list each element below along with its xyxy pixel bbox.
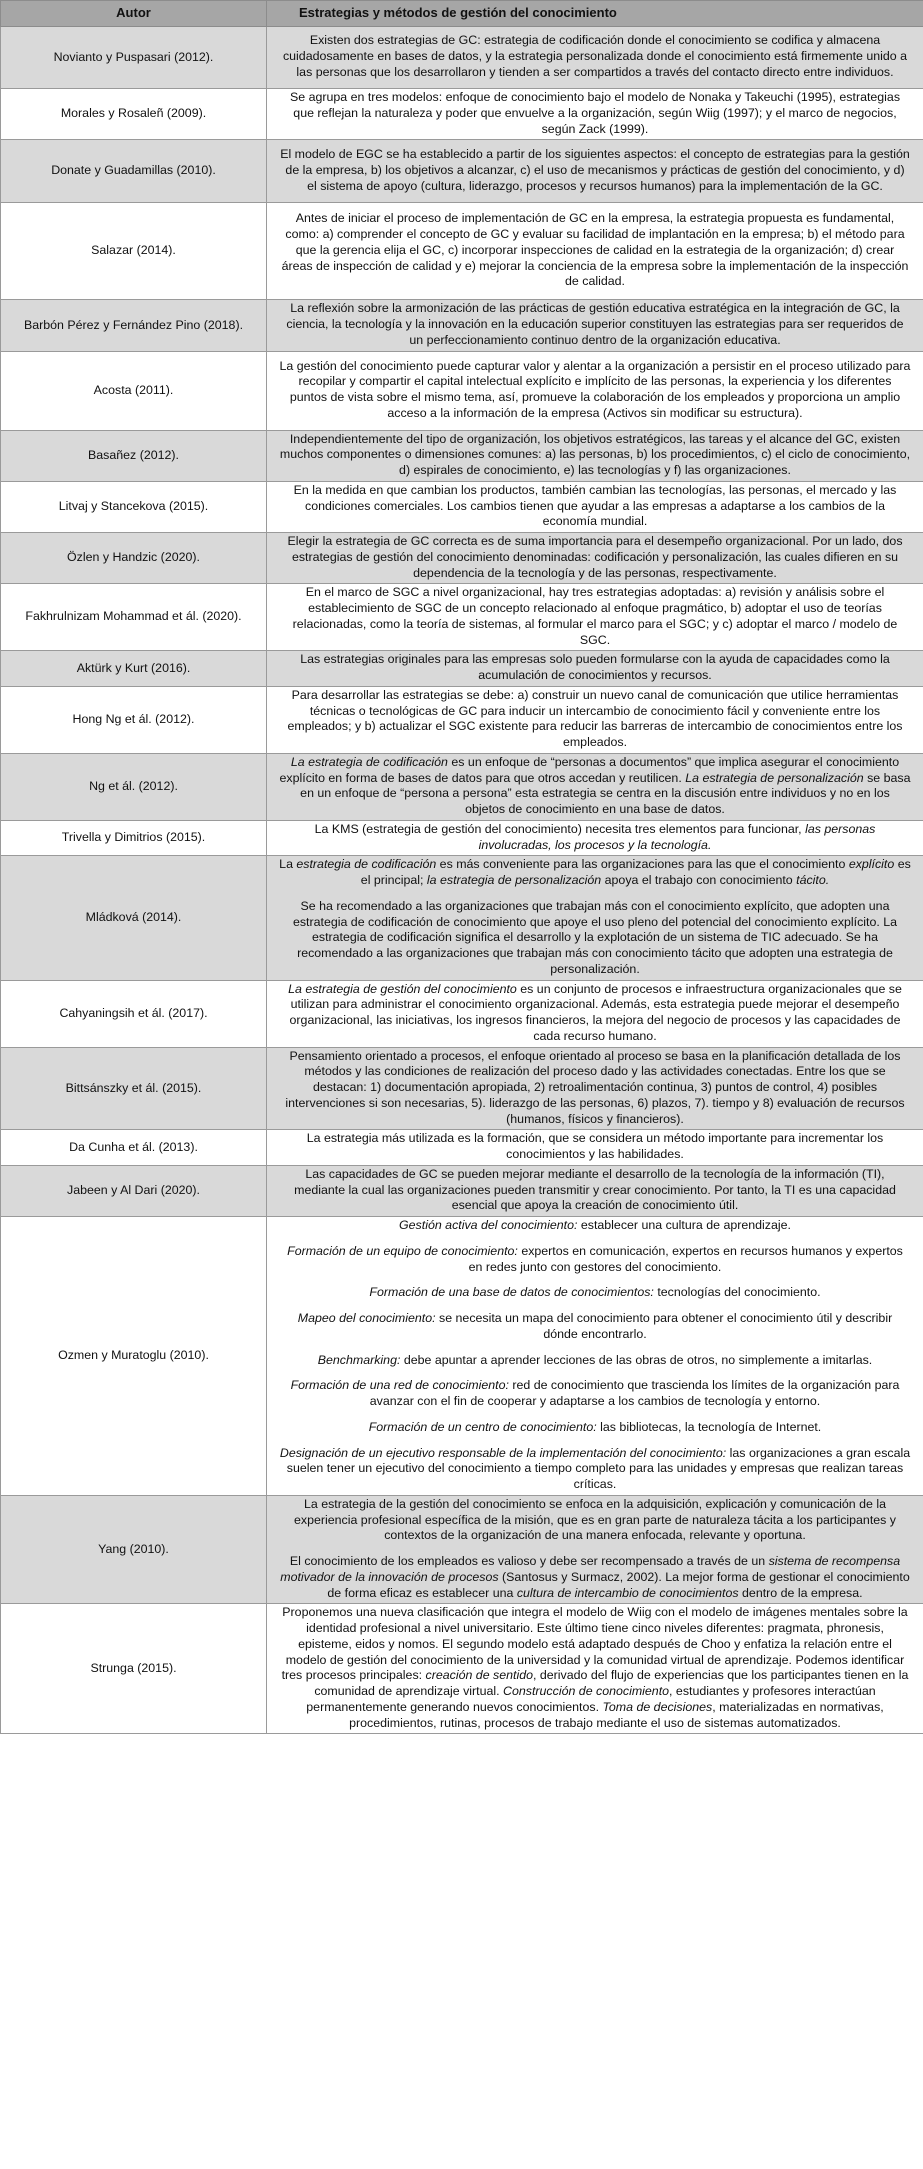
strategy-cell — [267, 1604, 923, 1734]
table-row — [1, 430, 923, 481]
body-text: En el marco de SGC a nivel organizacional, hay tres estrategias adoptadas: a) revisión y análisis sobre el establecimiento de SGC de un concepto relacionado al enfoque pragmático, b) adoptar el uso de teorías relacionadas, como la teoría de sistemas, al formular el marco para el SGC; y c) adoptar el marco / modelo de SGC. — [292, 585, 898, 647]
strategy-cell — [267, 481, 923, 532]
table-row — [1, 1495, 923, 1604]
author-cell: Mládková (2014). — [1, 856, 267, 980]
author-cell: Litvaj y Stancekova (2015). — [1, 481, 267, 532]
strategy-paragraph — [279, 822, 911, 854]
emphasis-text: La estrategia de codificación — [290, 754, 448, 769]
strategy-paragraph — [279, 1311, 911, 1343]
body-text: , derivado del flujo de experiencias que los participantes tienen en la comunidad de aprendizaje virtual. — [314, 1668, 909, 1698]
strategy-cell — [267, 1165, 923, 1216]
body-text: Existen dos estrategias de GC: estrategia de codificación donde el conocimiento se codifica y almacena cuidadosamente en bases de datos, y la estrategia personalizada donde el conocimiento está firmemente unido a las personas que los desarrollaron y tienden a ser compartidos a través del contacto directo entre individuos. — [282, 33, 908, 79]
body-text: dentro de la empresa. — [738, 1585, 863, 1600]
emphasis-text: Formación de un equipo de conocimiento: — [287, 1243, 518, 1258]
table-row — [1, 27, 923, 89]
strategy-paragraph — [279, 33, 911, 80]
body-text: La gestión del conocimiento puede capturar valor y alentar a la organización a persistir en el proceso utilizado para recopilar y compartir el capital intelectual explícito e implícito de las personas, la experiencia y los diferentes puntos de vista sobre el mismo tema, así, promueve la colaboración de los empleados y proporciona un amplio acceso a la información de la empresa (Activos sin modificar su estructura). — [279, 358, 911, 420]
strategy-cell — [267, 686, 923, 753]
strategy-paragraph — [279, 1218, 911, 1234]
strategy-cell — [267, 1495, 923, 1604]
strategy-cell — [267, 533, 923, 584]
strategy-paragraph — [279, 301, 911, 348]
strategy-cell — [267, 980, 923, 1047]
strategy-cell — [267, 1130, 923, 1166]
body-text: es el principal; — [360, 857, 911, 887]
strategy-paragraph — [279, 1167, 911, 1214]
author-cell: Özlen y Handzic (2020). — [1, 533, 267, 584]
strategy-cell — [267, 203, 923, 300]
author-cell: Novianto y Puspasari (2012). — [1, 27, 267, 89]
body-text: las organizaciones a gran escala suelen tener un ejecutivo del conocimiento a tiempo completo para las unidades y empresas que realizan tareas críticas. — [286, 1445, 911, 1491]
author-cell: Aktürk y Kurt (2016). — [1, 651, 267, 687]
table-row — [1, 980, 923, 1047]
emphasis-text: Benchmarking: — [317, 1352, 401, 1367]
table-row — [1, 351, 923, 430]
strategy-paragraph — [279, 432, 911, 479]
emphasis-text: Toma de decisiones — [602, 1699, 713, 1714]
table-row — [1, 1047, 923, 1130]
emphasis-text: Designación de un ejecutivo responsable de la implementación del conocimiento: — [279, 1445, 727, 1460]
body-text: La estrategia más utilizada es la formación, que se considera un método importante para incrementar los conocimientos y las habilidades. — [306, 1131, 884, 1161]
table-row — [1, 584, 923, 651]
strategy-paragraph — [279, 1244, 911, 1276]
strategy-paragraph — [279, 1049, 911, 1128]
strategy-paragraph — [279, 755, 911, 818]
strategy-cell — [267, 1047, 923, 1130]
table-header-row — [1, 1, 923, 27]
body-text: establecer una cultura de aprendizaje. — [577, 1218, 791, 1232]
strategy-cell — [267, 651, 923, 687]
body-text: Antes de iniciar el proceso de implementación de GC en la empresa, la estrategia propuesta es fundamental, como: a) comprender el concepto de GC y evaluar su facilidad de implantación en la empresa; b) el método para que la gerencia elija el GC, c) incorporar inspecciones de calidad en la estrategia de la organización; d) crear áreas de inspección de calidad y e) mejorar la conciencia de la empresa sobre la implementación de la inspección de calidad. — [281, 211, 909, 289]
strategy-cell — [267, 89, 923, 140]
body-text: El modelo de EGC se ha establecido a partir de los siguientes aspectos: el concepto de estrategias para la gestión de la empresa, b) los objetivos a alcanzar, c) el uso de mecanismos y prácticas de gestión del conocimiento, y d) el sistema de apoyo (cultura, liderazgo, procesos y recursos humanos) para la implementación de la GC. — [280, 147, 910, 193]
strategy-paragraph — [279, 1446, 911, 1493]
strategy-paragraph — [279, 1554, 911, 1601]
author-cell: Hong Ng et ál. (2012). — [1, 686, 267, 753]
body-text: El conocimiento de los empleados es valioso y debe ser recompensado a través de un — [289, 1554, 769, 1568]
strategy-paragraph — [279, 483, 911, 530]
emphasis-text: tácito. — [796, 873, 830, 887]
table-row — [1, 140, 923, 203]
table-row — [1, 1217, 923, 1496]
strategy-paragraph — [279, 359, 911, 422]
emphasis-text: Gestión activa del conocimiento: — [399, 1218, 578, 1232]
body-text: Elegir la estrategia de GC correcta es de suma importancia para el desempeño organizacional. Por un lado, dos estrategias de gestión del conocimiento denominadas: codificación y personalización, las cuales difieren en su dependencia de la tecnología y de las personas, respectivamente. — [287, 534, 903, 580]
body-text: Se ha recomendado a las organizaciones que trabajan más con el conocimiento explícito, que adopten una estrategia de codificación de conocimiento que apoye el uso pleno del potencial del conocimiento explícito. La estrategia de codificación significa el desarrollo y la explotación de un sistema de TIC adecuado. Se ha recomendado a las organizaciones que trabajan más con conocimiento tácito que adopten una estrategia de personalización. — [292, 898, 898, 976]
strategy-paragraph — [279, 857, 911, 889]
body-text: es más conveniente para las organizaciones para las que el conocimiento — [436, 857, 849, 872]
strategy-paragraph — [279, 585, 911, 648]
body-text: es un conjunto de procesos e infraestructura organizacionales que se utilizan para administrar el conocimiento organizacional. Además, esta estrategia puede mejorar el desempeño organizacional, las iniciativas, los ingresos financieros, la mejora del negocio de procesos y las capacidades de cada recurso humano. — [289, 981, 902, 1043]
strategy-paragraph — [279, 147, 911, 194]
emphasis-text: la estrategia de personalización — [426, 873, 602, 887]
author-cell: Jabeen y Al Dari (2020). — [1, 1165, 267, 1216]
body-text: tecnologías del conocimiento. — [653, 1285, 821, 1300]
body-text: La KMS (estrategia de gestión del conocimiento) necesita tres elementos para funcionar, — [314, 821, 806, 836]
author-cell: Strunga (2015). — [1, 1604, 267, 1734]
strategy-paragraph — [279, 899, 911, 978]
body-text: apoya el trabajo con conocimiento — [601, 873, 797, 887]
strategy-paragraph — [279, 1497, 911, 1544]
emphasis-text: Formación de una red de conocimiento: — [290, 1378, 509, 1393]
strategy-cell — [267, 27, 923, 89]
strategy-cell — [267, 820, 923, 856]
author-cell: Ozmen y Muratoglu (2010). — [1, 1217, 267, 1496]
body-text: debe apuntar a aprender lecciones de las obras de otros, no simplemente a imitarlas. — [400, 1352, 873, 1367]
body-text: se necesita un mapa del conocimiento para obtener el conocimiento útil y describir dónde encontrarlo. — [435, 1311, 893, 1341]
emphasis-text: Mapeo del conocimiento: — [297, 1311, 436, 1325]
strategy-paragraph — [279, 652, 911, 684]
column-header-author: Autor — [1, 1, 267, 27]
table-row — [1, 651, 923, 687]
body-text: La — [279, 857, 297, 872]
author-cell: Basañez (2012). — [1, 430, 267, 481]
table-row — [1, 1130, 923, 1166]
strategy-paragraph — [279, 688, 911, 751]
table-row — [1, 856, 923, 980]
emphasis-text: estrategia de codificación — [296, 857, 437, 872]
emphasis-text: Construcción de conocimiento — [503, 1684, 670, 1698]
emphasis-text: Formación de un centro de conocimiento: — [368, 1419, 597, 1434]
author-cell: Barbón Pérez y Fernández Pino (2018). — [1, 300, 267, 351]
author-cell: Donate y Guadamillas (2010). — [1, 140, 267, 203]
table-row — [1, 481, 923, 532]
strategy-paragraph — [279, 1131, 911, 1163]
author-cell: Cahyaningsih et ál. (2017). — [1, 980, 267, 1047]
body-text: es un enfoque de “personas a documentos” que implica asegurar el conocimiento explícito en forma de bases de datos para que otros accedan y reutilicen. — [279, 754, 900, 785]
body-text: , materializadas en normativas, procedimientos, rutinas, procesos de trabajo mediante el uso de sistemas automatizados. — [349, 1699, 884, 1730]
body-text: se basa en un enfoque de “persona a persona” esta estrategia se centra en la discusión entre individuos y no en los objetos de conocimiento en una base de datos. — [300, 770, 911, 816]
body-text: Pensamiento orientado a procesos, el enfoque orientado al proceso se basa en la planificación detallada de los métodos y las condiciones de realización del proceso dado y las actividades conectadas. Entre los que se destacan: 1) documentación apropiada, 2) retroalimentación continua, 3) puntos de control, 4) posibles intervenciones si son necesarias, 5). liderazgo de las personas, 6) plazos, 7). tiempo y 8) evaluación de recursos (humanos, físicos y financieros). — [285, 1048, 905, 1126]
table-row — [1, 203, 923, 300]
table-row — [1, 686, 923, 753]
body-text: La reflexión sobre la armonización de las prácticas de gestión educativa estratégica en la integración de GC, la ciencia, la tecnología y la innovación en la educación superior constituyen las estrategias para ser requeridos de un perfeccionamiento continuo dentro de la organización educativa. — [286, 301, 904, 347]
author-cell: Ng et ál. (2012). — [1, 753, 267, 820]
emphasis-text: La estrategia de gestión del conocimiento — [288, 981, 517, 996]
table-row — [1, 1165, 923, 1216]
body-text: las bibliotecas, la tecnología de Internet. — [596, 1419, 822, 1434]
strategy-cell — [267, 430, 923, 481]
author-cell: Fakhrulnizam Mohammad et ál. (2020). — [1, 584, 267, 651]
strategy-paragraph — [279, 1605, 911, 1731]
body-text: Proponemos una nueva clasificación que integra el modelo de Wiig con el modelo de imágenes mentales sobre la identidad profesional a nivel universitario. Este último tiene cinco niveles diferentes: pragmata, phronesis, episteme, eidos y nomos. El segundo modelo está adaptado después de Choo y enfatiza la relación entre el modelo de gestión del conocimiento de la universidad y la comunidad virtual de aprendizaje. Podemos identificar tres procesos principales: — [281, 1605, 908, 1683]
strategy-cell — [267, 753, 923, 820]
body-text: , estudiantes y profesores interactúan permanentemente generando nuevos conocimientos. — [306, 1684, 876, 1714]
strategy-cell — [267, 584, 923, 651]
strategy-cell — [267, 856, 923, 980]
body-text: La estrategia de la gestión del conocimiento se enfoca en la adquisición, explicación y comunicación de la experiencia profesional específica de la misión, que es en gran parte de naturaleza tácita a los participantes y contextos de la organización de una manera enfocada, relevante y oportuna. — [294, 1496, 896, 1543]
strategy-paragraph — [279, 90, 911, 137]
body-text: Independientemente del tipo de organización, los objetivos estratégicos, las tareas y el alcance del GC, existen muchos componentes o dimensiones comunes: a) las personas, b) los procedimientos, c) el ciclo de conocimiento, d) espirales de conocimiento, e) las tecnologías y f) las organizaciones. — [279, 431, 911, 477]
body-text: red de conocimiento que trascienda los límites de la organización para avanzar con el fin de cooperar y adaptarse a los cambios de tecnología y entorno. — [369, 1378, 900, 1408]
strategy-cell — [267, 300, 923, 351]
emphasis-text: creación de sentido — [425, 1668, 533, 1683]
table-body — [1, 27, 923, 1734]
strategy-paragraph — [279, 1378, 911, 1410]
emphasis-text: La estrategia de personalización — [685, 770, 864, 785]
table-row — [1, 753, 923, 820]
body-text: Las estrategias originales para las empresas solo pueden formularse con la ayuda de capacidades como la acumulación de conocimientos y recursos. — [300, 652, 890, 682]
emphasis-text: cultura de intercambio de conocimientos — [516, 1585, 739, 1600]
author-cell: Bittsánszky et ál. (2015). — [1, 1047, 267, 1130]
author-cell: Acosta (2011). — [1, 351, 267, 430]
strategy-paragraph — [279, 534, 911, 581]
strategy-paragraph — [279, 982, 911, 1045]
table-row — [1, 300, 923, 351]
body-text: Para desarrollar las estrategias se debe: a) construir un nuevo canal de comunicación que utilice herramientas técnicas o tecnológicas de GC para inducir un intercambio de conocimiento fácil y conveniente entre los empleados; y b) actualizar el SGC existente para reducir las barreras de intercambio de conocimientos entre los empleados. — [287, 687, 903, 749]
body-text: (Santosus y Surmacz, 2002). La mejor forma de gestionar el conocimiento de forma eficaz es establecer una — [327, 1569, 910, 1600]
strategy-cell — [267, 140, 923, 203]
author-cell: Salazar (2014). — [1, 203, 267, 300]
body-text: expertos en comunicación, expertos en recursos humanos y expertos en redes junto con gestores del conocimiento. — [468, 1243, 903, 1274]
emphasis-text: Formación de una base de datos de conocimientos: — [369, 1285, 654, 1300]
strategy-cell — [267, 351, 923, 430]
author-cell: Trivella y Dimitrios (2015). — [1, 820, 267, 856]
table-row — [1, 820, 923, 856]
strategy-paragraph — [279, 211, 911, 290]
table-row — [1, 89, 923, 140]
author-cell: Da Cunha et ál. (2013). — [1, 1130, 267, 1166]
emphasis-text: las personas involucradas, los procesos y la tecnología. — [478, 821, 876, 852]
strategy-paragraph — [279, 1353, 911, 1369]
emphasis-text: sistema de recompensa motivador de la innovación de procesos — [280, 1554, 901, 1584]
body-text: En la medida en que cambian los productos, también cambian las tecnologías, las personas, el mercado y las condiciones comerciales. Los cambios tienen que ayudar a las empresas a adaptarse a los cambios de la economía mundial. — [293, 482, 897, 529]
table-row — [1, 533, 923, 584]
column-header-strategies: Estrategias y métodos de gestión del conocimiento — [267, 1, 923, 27]
table-row — [1, 1604, 923, 1734]
body-text: Las capacidades de GC se pueden mejorar mediante el desarrollo de la tecnología de la información (TI), mediante la cual las organizaciones pueden transmitir y crear conocimiento. Por tanto, la TI es una capacidad esencial que apoya la creación de conocimiento útil. — [294, 1166, 896, 1213]
strategy-cell — [267, 1217, 923, 1496]
author-cell: Morales y Rosaleñ (2009). — [1, 89, 267, 140]
emphasis-text: explícito — [848, 857, 895, 872]
strategy-paragraph — [279, 1420, 911, 1436]
author-cell: Yang (2010). — [1, 1495, 267, 1604]
strategy-paragraph — [279, 1285, 911, 1301]
body-text: Se agrupa en tres modelos: enfoque de conocimiento bajo el modelo de Nonaka y Takeuchi (1995), estrategias que reflejan la naturaleza y poder que envuelve a la organización, según Wiig (1997); y el marco de negocios, según Zack (1999). — [289, 90, 901, 136]
